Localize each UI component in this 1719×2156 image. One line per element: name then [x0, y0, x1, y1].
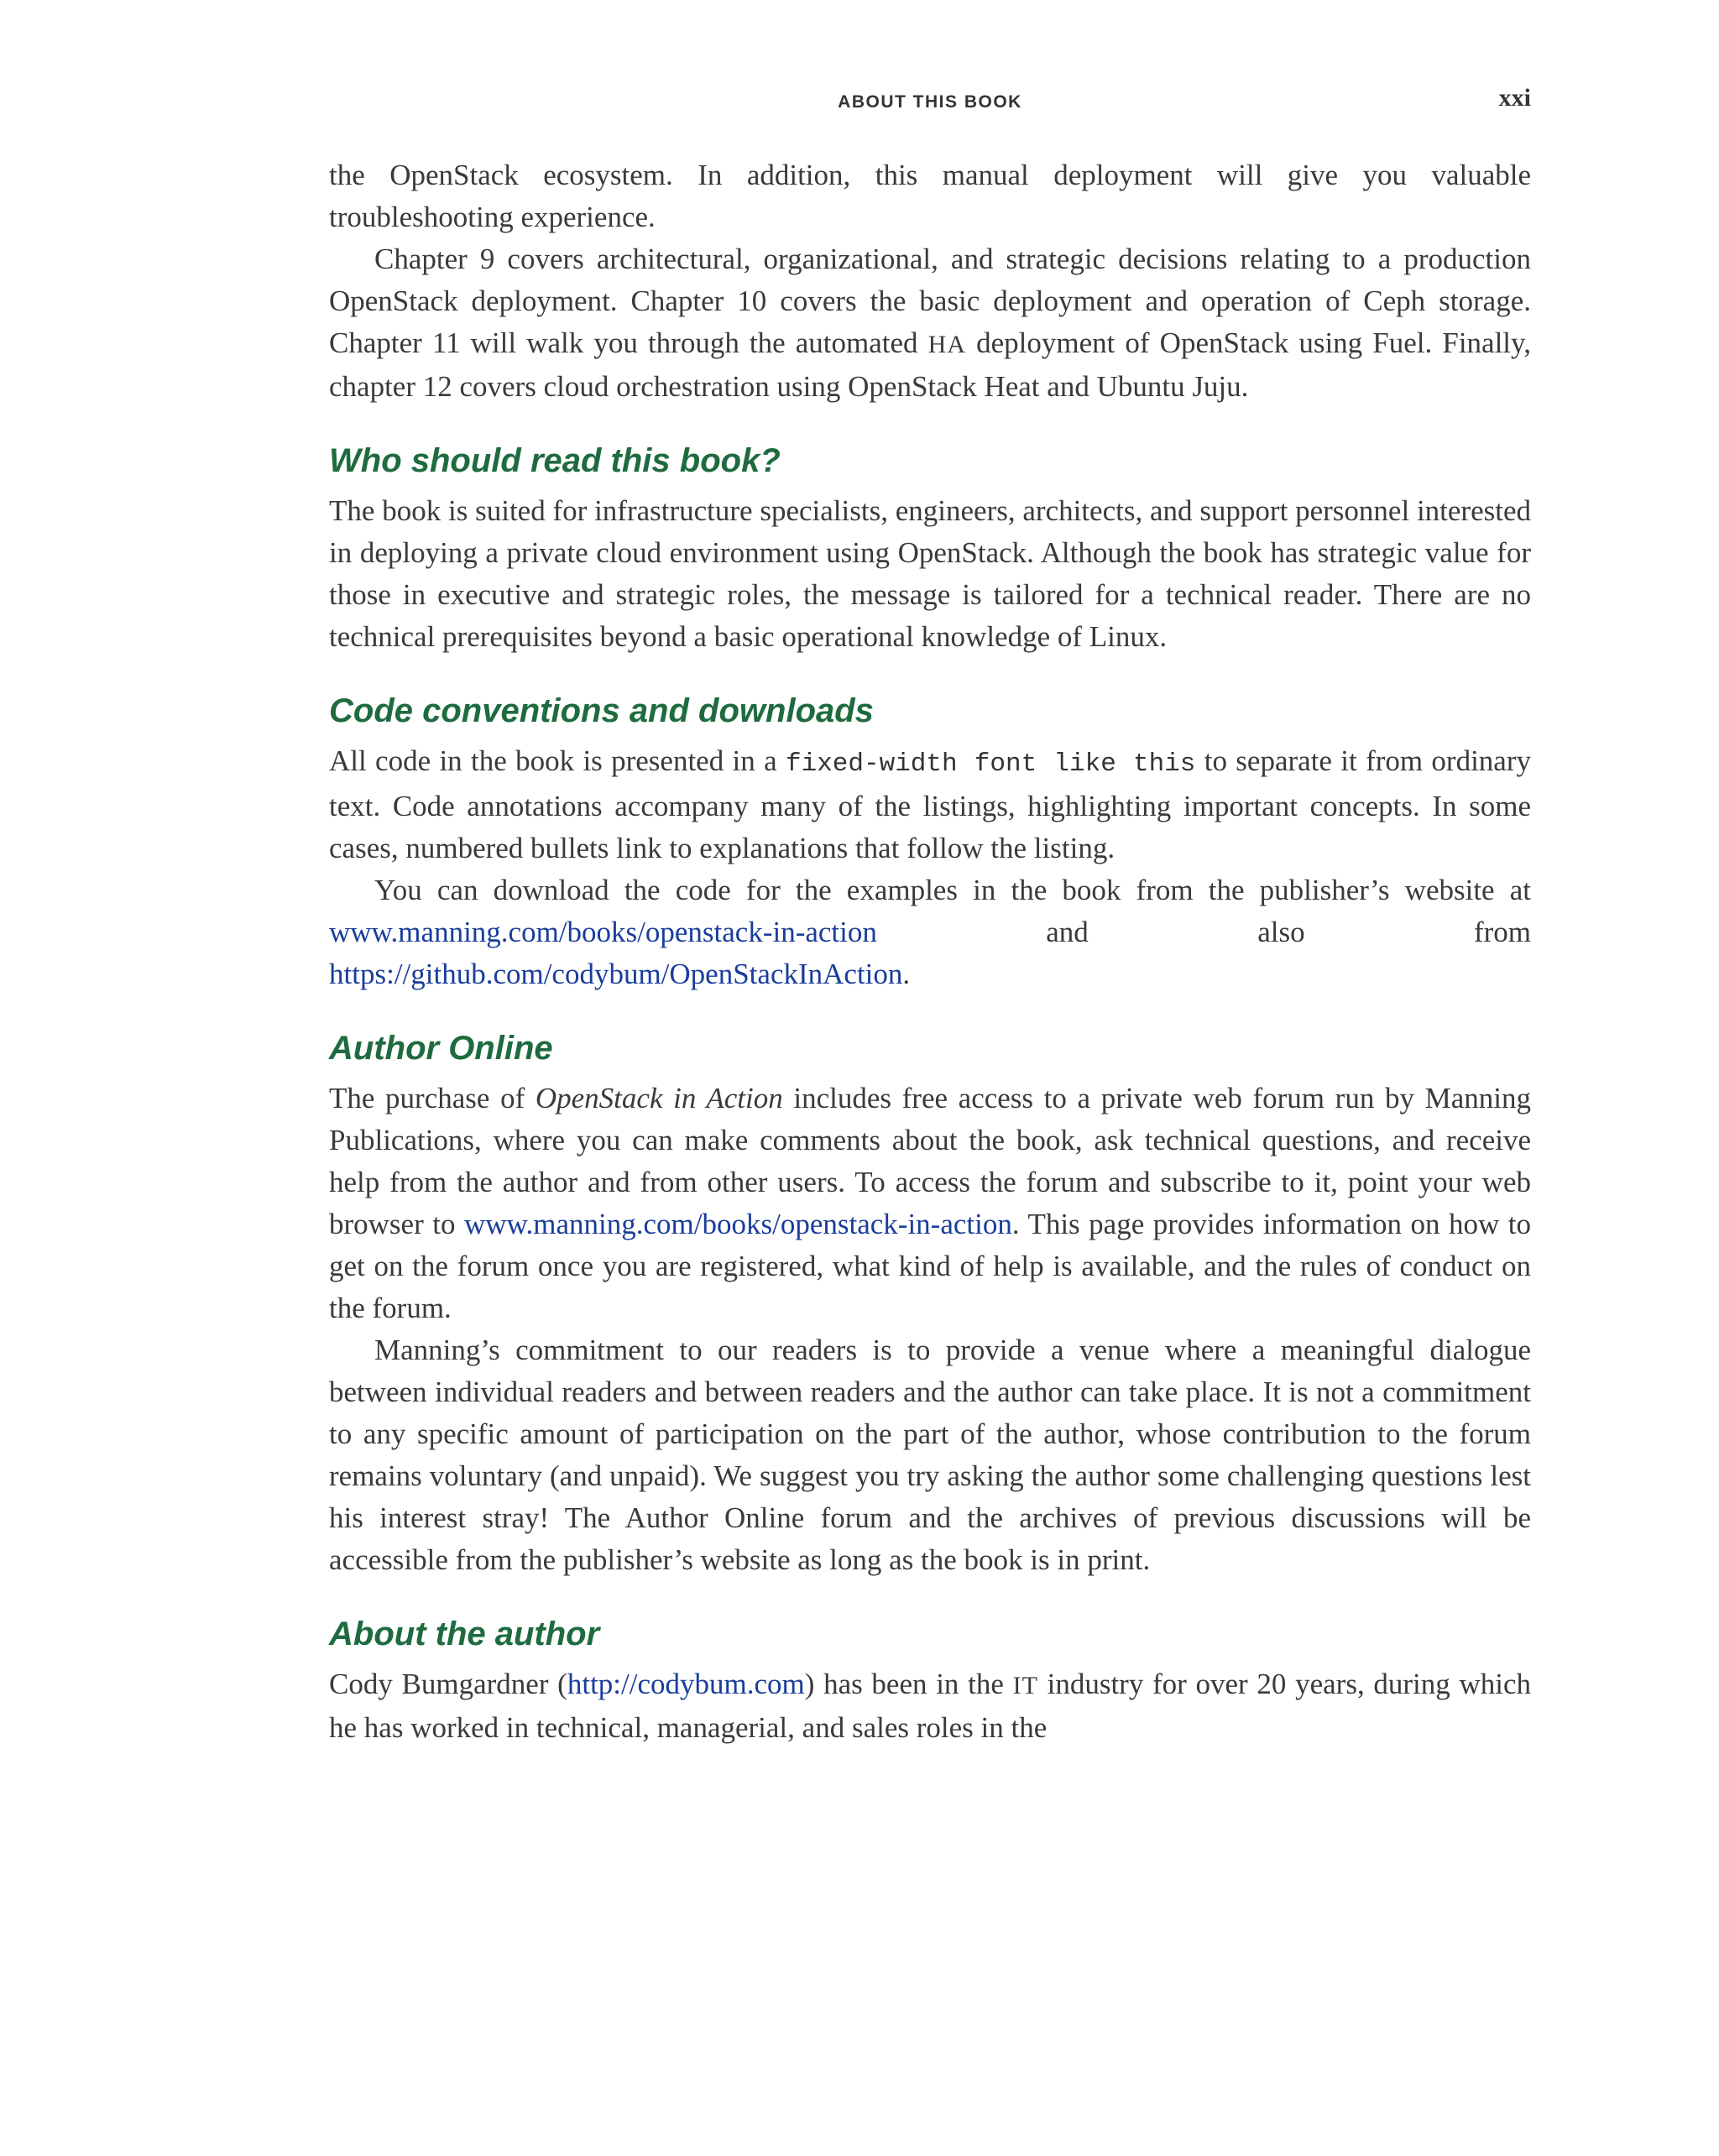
forum-text-a: The purchase of	[329, 1082, 536, 1115]
book-page	[329, 84, 1531, 1749]
code-paragraph-1	[329, 740, 1531, 869]
github-repo-link[interactable]: https://github.com/codybum/OpenStackInAction	[329, 958, 903, 990]
author-text-b: ) has been in the	[804, 1668, 1013, 1700]
author-text-c: industry for over 20 years, during which he has worked in technical, managerial, and sales roles in the	[329, 1668, 1531, 1744]
download-text-b: and also from	[876, 916, 1531, 948]
forum-text-c: . This page provides information on how to get on the forum once you are registered, what kind of help is available, and the rules of conduct on the forum.	[329, 1208, 1532, 1324]
page-number: xxi	[1498, 84, 1531, 112]
heading-about-author: About the author	[329, 1616, 600, 1652]
manning-book-link[interactable]: www.manning.com/books/openstack-in-action	[329, 916, 877, 948]
code-text-b: to separate it from ordinary text. Code annotations accompany many of the listings, highlighting important concepts. In some cases, numbered bullets link to explanations that follow the listing.	[329, 744, 1532, 864]
author-online-paragraph-1	[329, 1078, 1531, 1329]
download-text-c: .	[902, 958, 911, 990]
author-website-link[interactable]: http://codybum.com	[567, 1668, 805, 1700]
running-header	[329, 84, 1531, 117]
intro-paragraph-1: the OpenStack ecosystem. In addition, this manual deployment will give you valuable troubleshooting experience.	[329, 159, 1531, 233]
code-text-a: All code in the book is presented in a	[329, 744, 786, 777]
about-author-paragraph	[329, 1663, 1531, 1749]
code-paragraph-2	[329, 869, 1531, 995]
forum-text-b: includes free access to a private web forum run by Manning Publications, where you can make comments about the book, ask technical questions, and receive help from the author and from other users. To access the forum and subscribe to it, point your web browser to	[329, 1082, 1531, 1240]
code-sample-inline: fixed-width font like this	[785, 749, 1196, 779]
author-online-paragraph-2: Manning’s commitment to our readers is to provide a venue where a meaningful dialogue between individual readers and between readers and the author can take place. It is not a commitment to any specific amount of participation on the part of the author, whose contribution to the forum remains voluntary (and unpaid). We suggest you try asking the author some challenging questions lest his interest stray! The Author Online forum and the archives of previous discussions will be accessible from the publisher’s website as long as the book is in print.	[329, 1334, 1531, 1576]
it-abbreviation: IT	[1012, 1672, 1038, 1699]
download-text-a: You can download the code for the examples in the book from the publisher’s website at	[374, 874, 1531, 906]
heading-code-conventions: Code conventions and downloads	[329, 692, 874, 729]
heading-author-online: Author Online	[329, 1030, 553, 1067]
who-paragraph: The book is suited for infrastructure specialists, engineers, architects, and support personnel interested in deploying a private cloud environment using OpenStack. Although the book has strategic value for those in executive and strategic roles, the message is tailored for a technical reader. There are no technical prerequisites beyond a basic operational knowledge of Linux.	[329, 494, 1531, 653]
ha-abbreviation: HA	[927, 331, 966, 358]
running-title: ABOUT THIS BOOK	[838, 92, 1022, 112]
heading-who-should-read: Who should read this book?	[329, 442, 781, 479]
author-text-a: Cody Bumgardner (	[329, 1668, 567, 1700]
intro-text-rest: deployment of OpenStack using Fuel. Finally, chapter 12 covers cloud orchestration using OpenStack Heat and Ubuntu Juju.	[329, 326, 1531, 403]
forum-link[interactable]: www.manning.com/books/openstack-in-action	[463, 1208, 1012, 1240]
book-title: OpenStack in Action	[535, 1082, 783, 1115]
intro-text: Chapter 9 covers architectural, organizational, and strategic decisions relating to a production OpenStack deployment. Chapter 10 covers the basic deployment and operation of Ceph storage. Chapter 11 will walk you through the automated	[329, 243, 1531, 359]
intro-paragraph-2	[329, 238, 1531, 408]
